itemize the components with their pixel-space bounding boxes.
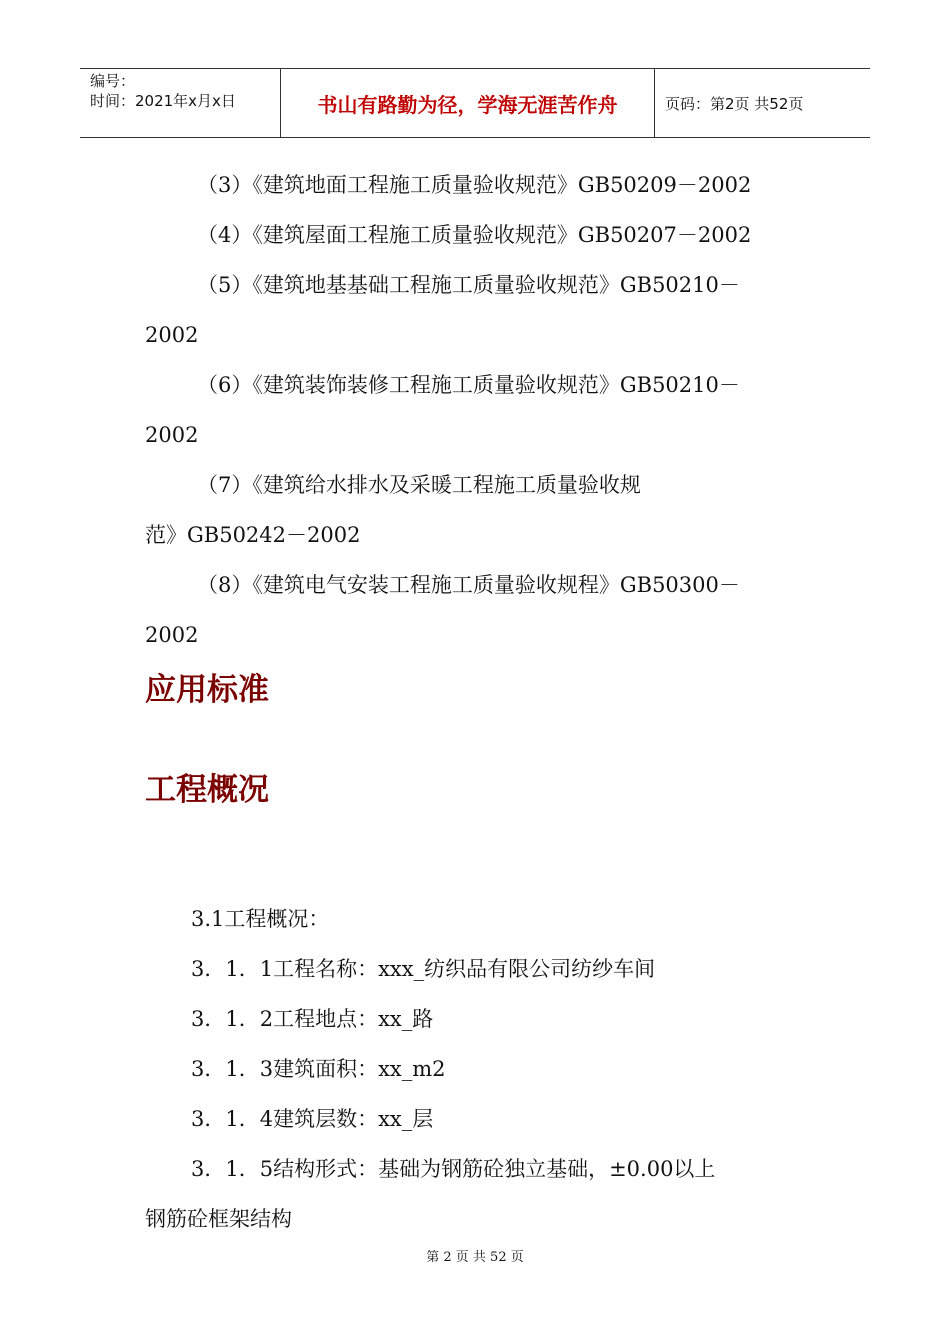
page-header <box>80 68 870 138</box>
overview-item: 3．1．5结构形式：基础为钢筋砼独立基础，±0.00以上 <box>191 1157 716 1181</box>
document-body <box>145 160 795 1244</box>
overview-title: 3.1工程概况： <box>191 907 330 931</box>
standard-line-continued: 2002 <box>145 623 199 647</box>
overview-item-continued: 钢筋砼框架结构 <box>145 1207 292 1231</box>
standard-line: （3）《建筑地面工程施工质量验收规范》GB50209－2002 <box>197 173 752 197</box>
section-heading-standards: 应用标准 <box>145 672 269 708</box>
overview-item: 3．1．3建筑面积：xx_m2 <box>191 1057 446 1081</box>
header-motto: 书山有路勤为径，学海无涯苦作舟 <box>281 69 655 137</box>
standard-line-continued: 2002 <box>145 423 199 447</box>
overview-item: 3．1．2工程地点：xx_路 <box>191 1007 434 1031</box>
section-heading-overview: 工程概况 <box>145 772 269 808</box>
doc-date-label: 时间：2021年x月x日 <box>90 92 236 110</box>
standard-line: （4）《建筑屋面工程施工质量验收规范》GB50207－2002 <box>197 223 752 247</box>
standard-line-continued: 范》GB50242－2002 <box>145 523 361 547</box>
standard-line: （5）《建筑地基基础工程施工质量验收规范》GB50210－ <box>197 273 740 297</box>
standard-line: （8）《建筑电气安装工程施工质量验收规程》GB50300－ <box>197 573 740 597</box>
header-page-number: 页码：第2页 共52页 <box>665 94 804 113</box>
standard-line: （6）《建筑装饰装修工程施工质量验收规范》GB50210－ <box>197 373 740 397</box>
overview-item: 3．1．1工程名称：xxx_纺织品有限公司纺纱车间 <box>191 957 656 981</box>
standard-line-continued: 2002 <box>145 323 199 347</box>
standard-line: （7）《建筑给水排水及采暖工程施工质量验收规 <box>197 473 641 497</box>
overview-item: 3．1．4建筑层数：xx_层 <box>191 1107 434 1131</box>
header-meta <box>80 69 281 137</box>
page-footer: 第 2 页 共 52 页 <box>426 1250 524 1265</box>
doc-number-label: 编号： <box>90 72 136 90</box>
